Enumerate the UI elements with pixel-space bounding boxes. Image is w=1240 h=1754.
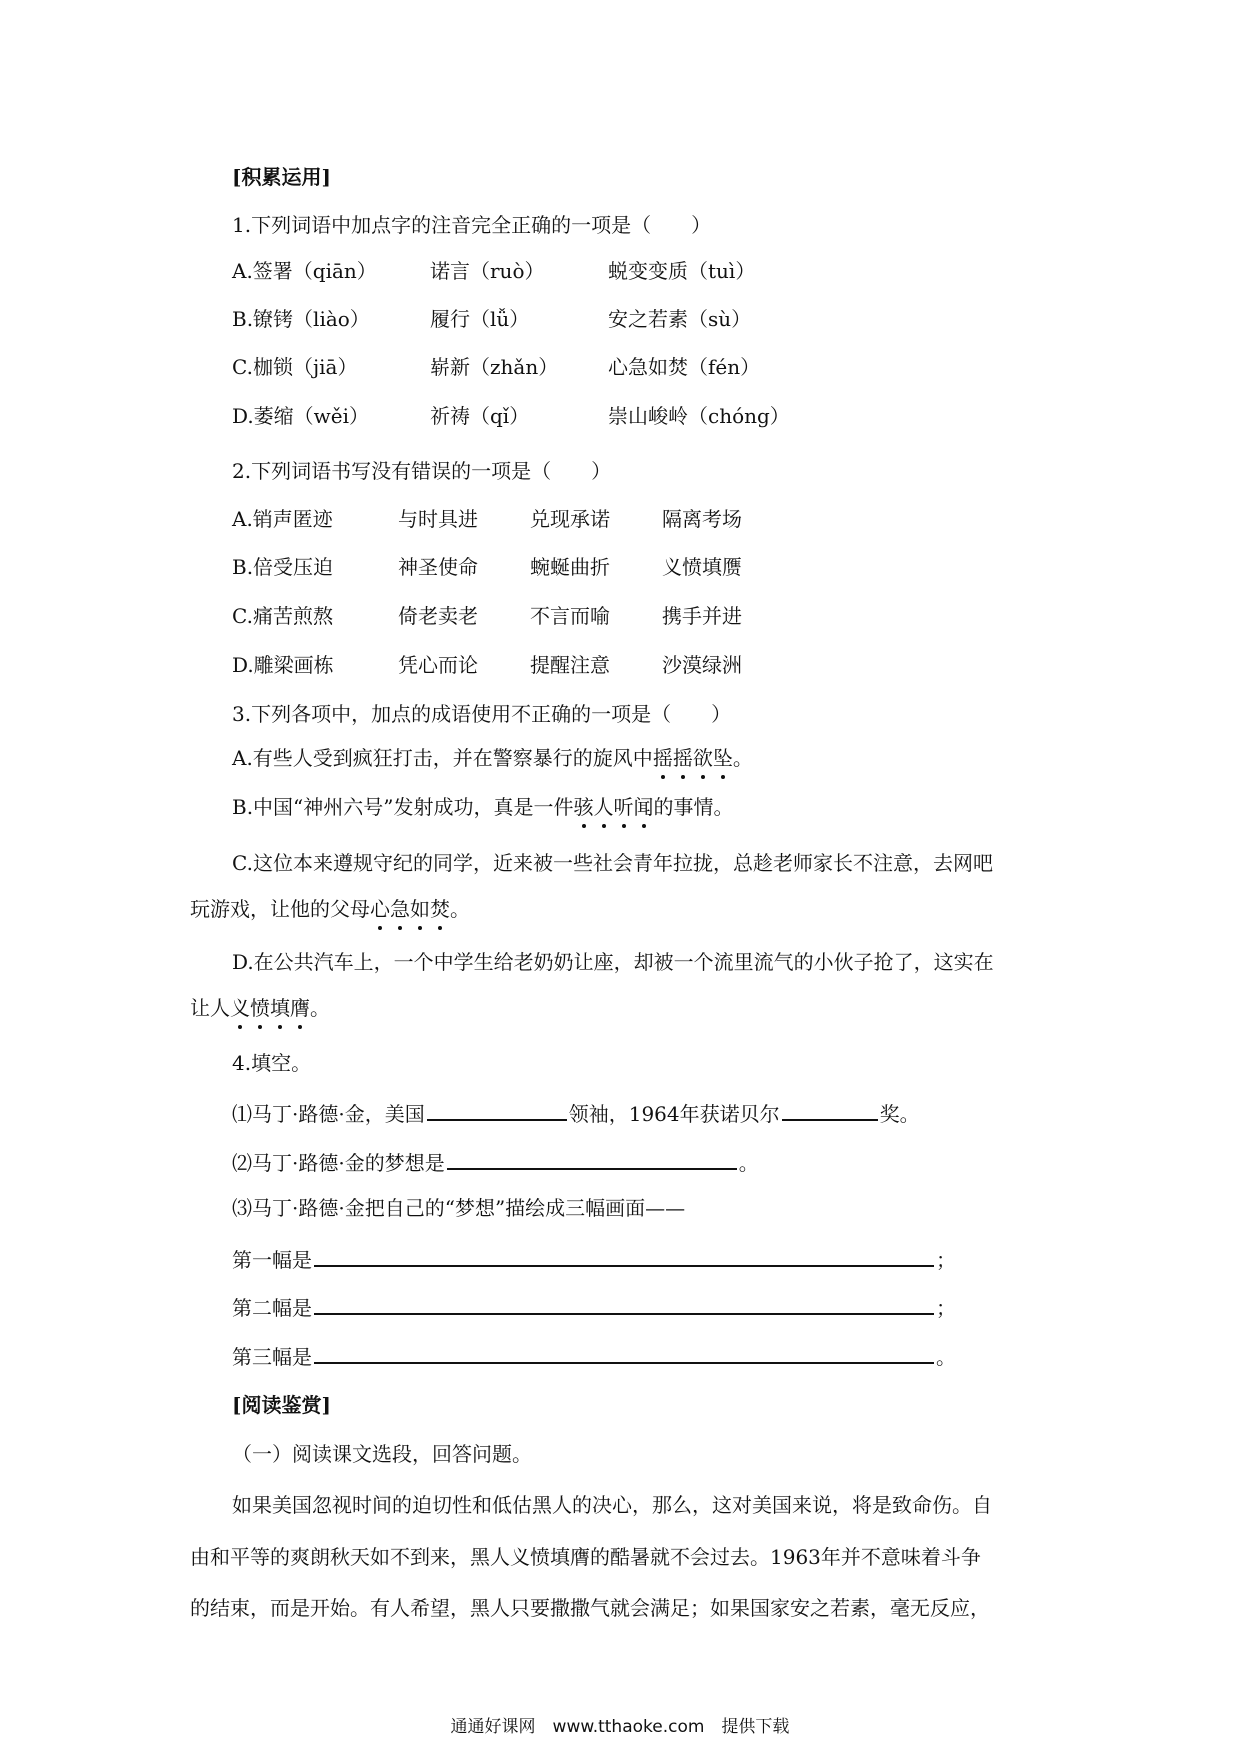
q2-option-a-3: 兑现承诺 <box>530 507 610 531</box>
q3-a-idiom: 摇摇欲坠 <box>652 746 733 770</box>
q4-picture-2 <box>232 1291 956 1322</box>
q3-d-idiom: 义愤填膺 <box>230 996 310 1020</box>
section-heading-accumulate: [积累运用] <box>232 165 331 189</box>
q4-sub-1-text-c: 奖。 <box>879 1102 920 1126</box>
q4-sub-3: ⑶马丁·路德·金把自己的“梦想”描绘成三幅画面—— <box>232 1196 686 1220</box>
q4-sub-1 <box>232 1097 920 1128</box>
q1-option-b-3: 安之若素（sù） <box>608 307 752 331</box>
q4-picture-3 <box>232 1340 956 1371</box>
q2-option-a-4: 隔离考场 <box>662 507 742 531</box>
q4-blank-6[interactable] <box>314 1340 934 1364</box>
q1-option-c-3: 心急如焚（fén） <box>608 355 761 379</box>
q2-option-b-3: 蜿蜒曲折 <box>530 555 610 579</box>
q4-sub-2-text-b: 。 <box>738 1151 759 1175</box>
q3-a-text: A.有些人受到疯狂打击，并在警察暴行的旋风中 <box>232 746 653 770</box>
q2-option-b-4: 义愤填赝 <box>662 555 742 579</box>
q3-option-c-line1: C.这位本来遵规守纪的同学，近来被一些社会青年拉拢，总趁老师家长不注意，去网吧 <box>232 851 993 875</box>
reading-part-title: （一）阅读课文选段，回答问题。 <box>232 1442 532 1466</box>
q1-option-a-2: 诺言（ruò） <box>430 259 545 283</box>
q2-option-c-2: 倚老卖老 <box>398 604 478 628</box>
q3-option-a <box>232 744 753 772</box>
q3-option-b <box>232 793 734 821</box>
q2-option-d-2: 凭心而论 <box>398 653 478 677</box>
q3-option-c-line2 <box>190 895 470 923</box>
q2-option-c-1: C.痛苦煎熬 <box>232 604 333 628</box>
q3-b-idiom: 骇人听闻 <box>573 795 654 819</box>
q1-option-b-1: B.镣铐（liào） <box>232 307 370 331</box>
question-1-stem: 1.下列词语中加点字的注音完全正确的一项是（ ） <box>232 213 712 237</box>
q3-b-end: 的事情。 <box>653 795 734 819</box>
q2-option-d-1: D.雕梁画栋 <box>232 653 334 677</box>
reading-passage-line-3: 的结束，而是开始。有人希望，黑人只要撒撒气就会满足；如果国家安之若素，毫无反应， <box>190 1596 990 1620</box>
question-4-stem: 4.填空。 <box>232 1051 312 1075</box>
q2-option-c-4: 携手并进 <box>662 604 742 628</box>
q4-sub-1-text-a: ⑴马丁·路德·金，美国 <box>232 1102 425 1126</box>
q3-option-d-line2 <box>190 994 330 1022</box>
reading-passage-line-1: 如果美国忽视时间的迫切性和低估黑人的决心，那么，这对美国来说，将是致命伤。自 <box>232 1493 992 1517</box>
q2-option-b-1: B.倍受压迫 <box>232 555 334 579</box>
q4-sub-2-text-a: ⑵马丁·路德·金的梦想是 <box>232 1151 445 1175</box>
q1-option-d-2: 祈祷（qǐ） <box>430 404 530 428</box>
q1-option-b-2: 履行（lǚ） <box>430 307 530 331</box>
q4-blank-3[interactable] <box>447 1146 737 1170</box>
question-2-stem: 2.下列词语书写没有错误的一项是（ ） <box>232 459 612 483</box>
q3-a-end: 。 <box>732 746 753 770</box>
q1-option-c-2: 崭新（zhǎn） <box>430 355 559 379</box>
q2-option-d-4: 沙漠绿洲 <box>662 653 742 677</box>
q4-picture-1-label: 第一幅是 <box>232 1248 312 1272</box>
q2-option-c-3: 不言而喻 <box>530 604 610 628</box>
q4-blank-4[interactable] <box>314 1243 934 1267</box>
q4-sub-1-text-b: 领袖，1964年获诺贝尔 <box>568 1102 780 1126</box>
q1-option-a-1: A.签署（qiān） <box>232 259 377 283</box>
q3-c-end: 。 <box>450 897 470 921</box>
q2-option-b-2: 神圣使命 <box>398 555 478 579</box>
q3-option-d-line1: D.在公共汽车上，一个中学生给老奶奶让座，却被一个流里流气的小伙子抢了，这实在 <box>232 950 994 974</box>
q4-blank-1[interactable] <box>427 1097 567 1121</box>
q1-option-d-3: 崇山峻岭（chóng） <box>608 404 790 428</box>
q4-blank-2[interactable] <box>782 1097 878 1121</box>
q3-d-end: 。 <box>310 996 330 1020</box>
q3-c-idiom: 心急如焚 <box>370 897 450 921</box>
q2-option-a-1: A.销声匿迹 <box>232 507 333 531</box>
page-footer: 通通好课网 www.tthaoke.com 提供下载 <box>450 1717 790 1737</box>
q4-picture-2-label: 第二幅是 <box>232 1296 312 1320</box>
q4-sub-2 <box>232 1146 759 1177</box>
section-heading-reading: [阅读鉴赏] <box>232 1393 331 1417</box>
q4-blank-5[interactable] <box>314 1291 934 1315</box>
q4-picture-1 <box>232 1243 956 1274</box>
q3-d-text: 让人 <box>190 996 230 1020</box>
q2-option-d-3: 提醒注意 <box>530 653 610 677</box>
q1-option-d-1: D.萎缩（wěi） <box>232 404 370 428</box>
q1-option-a-3: 蜕变变质（tuì） <box>608 259 756 283</box>
q4-picture-1-end: ； <box>936 1248 956 1272</box>
q4-picture-3-end: 。 <box>936 1345 956 1369</box>
q3-c-text: 玩游戏，让他的父母 <box>190 897 370 921</box>
question-3-stem: 3.下列各项中，加点的成语使用不正确的一项是（ ） <box>232 702 732 726</box>
reading-passage-line-2: 由和平等的爽朗秋天如不到来，黑人义愤填膺的酷暑就不会过去。1963年并不意味着斗争 <box>190 1545 981 1569</box>
q4-picture-2-end: ； <box>936 1296 956 1320</box>
q1-option-c-1: C.枷锁（jiā） <box>232 355 358 379</box>
q2-option-a-2: 与时具进 <box>398 507 478 531</box>
q4-picture-3-label: 第三幅是 <box>232 1345 312 1369</box>
q3-b-text: B.中国“神州六号”发射成功，真是一件 <box>232 795 574 819</box>
